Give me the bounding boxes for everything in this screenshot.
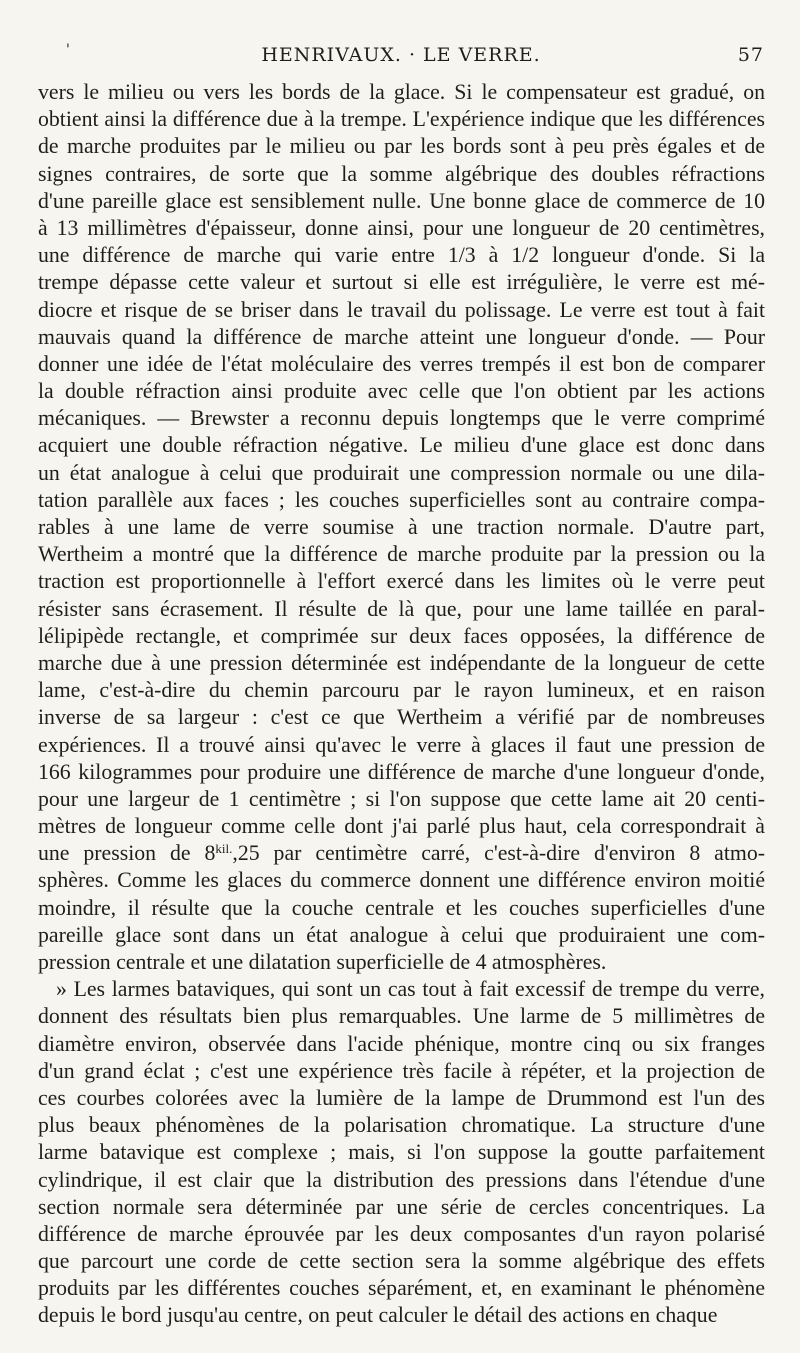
text-line: marche due à une pression déterminée est indépendante de la longueur de cette [38,650,765,675]
text-line: signes contraires, de sorte que la somme algébrique des doubles réfractions [38,161,765,186]
text-line: la double réfraction ainsi produite avec celle que l'on obtient par les actions [38,379,765,404]
text-line: pareille glace sont dans un état analogue à celui que produiraient une com- [38,922,765,947]
text-line: un état analogue à celui que produirait une compression normale ou une dila- [38,460,765,485]
text-line: pour une largeur de 1 centimètre ; si l'on suppose que cette lame ait 20 centi- [38,786,765,811]
text-line: section normale sera déterminée par une série de cercles concentriques. La [38,1194,765,1219]
text-line: trempe dépasse cette valeur et surtout si elle est irrégulière, le verre est mé- [38,270,765,295]
page-number: 57 [737,44,764,66]
text-line: larme batavique est complexe ; mais, si l'on suppose la goutte parfaitement [38,1140,765,1165]
running-header [38,40,764,74]
text-line: résister sans écrasement. Il résulte de là que, pour une lame taillée en paral- [38,596,765,621]
text-line: que parcourt une corde de cette section sera la somme algébrique des effets [38,1249,765,1274]
text-line: diamètre environ, observée dans l'acide phénique, montre cinq ou six franges [38,1031,765,1056]
text-line: 166 kilogrammes pour produire une différence de marche d'une longueur d'onde, [38,759,765,784]
text-line: mètres de longueur comme celle dont j'ai parlé plus haut, cela correspondrait à [38,814,765,839]
text-line: lélipipède rectangle, et comprimée sur deux faces opposées, la différence de [38,623,765,648]
text-line: d'un grand éclat ; c'est une expérience très facile à répéter, et la projection de [38,1058,765,1083]
text-line: différence de marche éprouvée par les deux composantes d'un rayon polarisé [38,1221,765,1246]
text-line: tation parallèle aux faces ; les couches superficielles sont au contraire compa- [38,487,765,512]
text-line: moindre, il résulte que la couche centrale et les couches superficielles d'une [38,895,765,920]
text-line: cylindrique, il est clair que la distribution des pressions dans l'étendue d'une [38,1167,765,1192]
text-line: obtient ainsi la différence due à la trempe. L'expérience indique que les différences [38,107,765,132]
text-line: pression centrale et une dilatation superficielle de 4 atmosphères. [38,950,607,974]
text-line: expériences. Il a trouvé ainsi qu'avec le verre à glaces il faut une pression de [38,732,765,757]
text-line: plus beaux phénomènes de la polarisation chromatique. La structure d'une [38,1113,765,1138]
unit-superscript: kil. [215,841,233,857]
text-line: une différence de marche qui varie entre 1/3 à 1/2 longueur d'onde. Si la [38,243,765,268]
text-line: donner une idée de l'état moléculaire des verres trempés il est bon de comparer [38,351,765,376]
text-line: vers le milieu ou vers les bords de la glace. Si le compensateur est gradué, on [38,80,765,104]
text-line: Wertheim a montré que la différence de marche produite par la pression ou la [38,542,765,567]
text-line: acquiert une double réfraction négative. Le milieu d'une glace est donc dans [38,433,765,458]
text-line: mécaniques. — Brewster a reconnu depuis longtemps que le verre comprimé [38,406,765,431]
text-line [38,840,765,867]
text-line: à 13 millimètres d'épaisseur, donne ainsi, pour une longueur de 20 centimètres, [38,215,765,240]
text-line: de marche produites par le milieu ou par les bords sont à peu près égales et de [38,134,765,159]
running-title: HENRIVAUX. · LE VERRE. [261,44,541,66]
text-line: traction est proportionnelle à l'effort exercé dans les limites où le verre peut [38,569,765,594]
text-fragment: ,25 par centimètre carré, c'est-à-dire d'environ 8 atmo- [232,841,765,866]
text-line: » Les larmes bataviques, qui sont un cas tout à fait excessif de trempe du verre, [56,977,765,1002]
text-line: inverse de sa largeur : c'est ce que Wertheim a vérifié par de nombreuses [38,705,765,730]
text-line: lame, c'est-à-dire du chemin parcouru par le rayon lumineux, et en raison [38,678,765,703]
text-line: diocre et risque de se briser dans le travail du polissage. Le verre est tout à fait [38,297,765,322]
text-line: produits par les différentes couches séparément, et, en examinant le phénomène [38,1276,765,1301]
text-fragment: une pression de 8 [38,841,216,866]
text-line: mauvais quand la différence de marche atteint une longueur d'onde. — Pour [38,324,765,349]
body-text [38,79,765,1330]
text-line: donnent des résultats bien plus remarquables. Une larme de 5 millimètres de [38,1004,765,1029]
text-line: sphères. Comme les glaces du commerce donnent une différence environ moitié [38,868,765,893]
text-line: d'une pareille glace est sensiblement nulle. Une bonne glace de commerce de 10 [38,188,765,213]
text-line: ces courbes colorées avec la lumière de la lampe de Drummond est l'un des [38,1085,765,1110]
text-line: rables à une lame de verre soumise à une traction normale. D'autre part, [38,515,765,539]
header-mark: ' [66,42,71,58]
text-line: depuis le bord jusqu'au centre, on peut calculer le détail des actions en chaque [38,1303,718,1328]
